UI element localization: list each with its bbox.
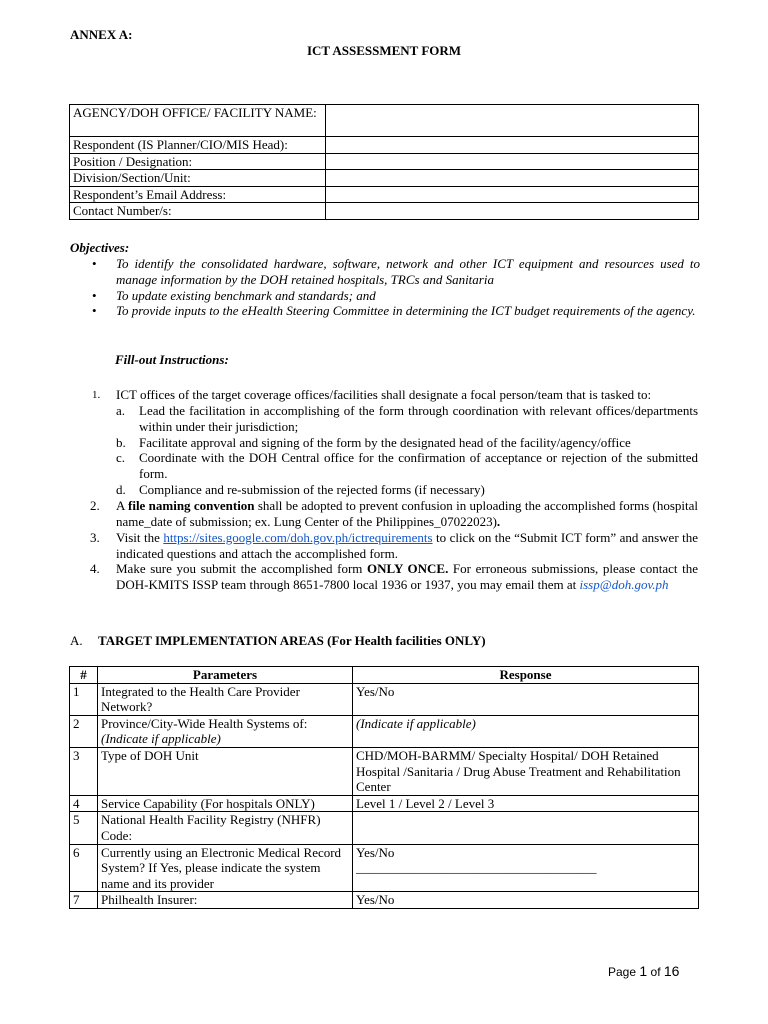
instruction-text: to click on the “Submit ICT form” and answer the indicated questions and attach the accomplished form.: [116, 529, 698, 561]
item-letter: d.: [116, 482, 126, 498]
row-number: 5: [70, 812, 98, 844]
response-text: Yes/No: [356, 683, 395, 699]
bullet-icon: •: [92, 287, 97, 303]
total-pages: 16: [663, 963, 680, 979]
table-row: [70, 715, 699, 747]
info-label: Respondent’s Email Address:: [70, 186, 326, 203]
parameter-cell: [98, 892, 353, 909]
row-number: 3: [70, 747, 98, 795]
response-text: Yes/No: [356, 892, 395, 908]
table-row: [70, 812, 699, 844]
response-cell[interactable]: [353, 812, 699, 844]
response-cell[interactable]: [353, 683, 699, 715]
info-label: Respondent (IS Planner/CIO/MIS Head):: [70, 137, 326, 154]
objective-text: To identify the consolidated hardware, software, network and other ICT equipment and resources used to manage information by the DOH retained hospitals, TRCs and Sanitaria: [116, 255, 700, 287]
list-item: [70, 403, 698, 435]
table-row: [70, 203, 699, 220]
response-cell[interactable]: [353, 844, 699, 892]
item-letter: a.: [116, 402, 126, 418]
response-text: Level 1 / Level 2 / Level 3: [356, 795, 495, 811]
current-page: 1: [639, 963, 648, 979]
instruction-text: Coordinate with the DOH Central office for the confirmation of acceptance or rejection of the submitted form.: [139, 450, 698, 482]
objectives-heading: Objectives:: [70, 240, 130, 255]
table-row: [70, 153, 699, 170]
parameter-cell: [98, 715, 353, 747]
instructions-heading: Fill-out Instructions:: [115, 352, 229, 367]
parameter-cell: [98, 844, 353, 892]
item-number: 4.: [90, 561, 100, 577]
parameter-note: (Indicate if applicable): [101, 731, 221, 747]
response-cell[interactable]: [353, 747, 699, 795]
instruction-text: A: [116, 498, 128, 514]
response-cell[interactable]: [353, 892, 699, 909]
response-text: Yes/No: [356, 844, 395, 860]
info-value-field[interactable]: [326, 186, 699, 203]
response-cell[interactable]: [353, 795, 699, 812]
response-cell[interactable]: [353, 715, 699, 747]
list-item: [70, 303, 700, 319]
naming-convention-bold: file naming convention: [128, 498, 255, 514]
info-label: Position / Designation:: [70, 153, 326, 170]
table-row: [70, 683, 699, 715]
section-a-heading: [70, 633, 486, 649]
section-title: TARGET IMPLEMENTATION AREAS (For Health facilities ONLY): [98, 633, 486, 648]
info-value-field[interactable]: [326, 137, 699, 154]
row-number: 6: [70, 844, 98, 892]
column-header: Parameters: [98, 667, 353, 684]
instruction-text: shall be adopted to prevent confusion in uploading the accomplished forms (hospital name_date of submission; ex. Lung Center of the Philippines_07022023): [116, 498, 699, 529]
parameter-text: Integrated to the Health Care Provider Network?: [101, 683, 300, 715]
list-item: [70, 256, 700, 288]
list-item: [70, 561, 698, 593]
column-header: Response: [353, 667, 699, 684]
row-number: 4: [70, 795, 98, 812]
parameter-cell: [98, 683, 353, 715]
bullet-icon: •: [92, 255, 97, 271]
item-letter: c.: [116, 450, 126, 466]
parameter-cell: [98, 795, 353, 812]
page-word: Page: [608, 965, 637, 979]
column-header: #: [70, 667, 98, 684]
instruction-text: Make sure you submit the accomplished form: [116, 561, 368, 577]
ict-requirements-link[interactable]: https://sites.google.com/doh.gov.ph/ictrequirements: [163, 529, 433, 545]
parameter-text: Currently using an Electronic Medical Record System? If Yes, please indicate the system name and its provider: [101, 844, 342, 891]
info-label: Division/Section/Unit:: [70, 170, 326, 187]
table-row: [70, 844, 699, 892]
only-once-bold: ONLY ONCE.: [367, 561, 449, 577]
row-number: 1: [70, 683, 98, 715]
list-item: [70, 435, 698, 451]
section-letter: A.: [70, 633, 83, 648]
objective-text: To provide inputs to the eHealth Steering Committee in determining the ICT budget requirements of the agency.: [116, 303, 696, 319]
table-row: [70, 137, 699, 154]
support-email-link[interactable]: issp@doh.gov.ph: [579, 577, 669, 593]
list-item: [70, 498, 698, 530]
response-text: CHD/MOH-BARMM/ Specialty Hospital/ DOH Retained Hospital /Sanitaria / Drug Abuse Treatment and Rehabilitation Center: [356, 747, 681, 795]
row-number: 7: [70, 892, 98, 909]
item-letter: b.: [116, 434, 126, 450]
instruction-text: For erroneous submissions, please contact the DOH-KMITS ISSP team through 8651-7800 local 1936 or 1937, you may email them at: [116, 561, 698, 593]
period: .: [496, 513, 501, 529]
objectives-section: [70, 240, 700, 319]
page-number-footer: [608, 963, 679, 980]
row-number: 2: [70, 715, 98, 747]
parameter-cell: [98, 747, 353, 795]
info-value-field[interactable]: [326, 170, 699, 187]
list-item: [70, 482, 698, 498]
info-value-field[interactable]: [326, 105, 699, 137]
item-number: 2.: [90, 498, 100, 514]
target-areas-table: [69, 666, 699, 909]
instruction-text: Lead the facilitation in accomplishing of the form through coordination with relevant offices/departments within under their jurisdiction;: [139, 402, 698, 434]
info-label: Contact Number/s:: [70, 203, 326, 220]
info-label: AGENCY/DOH OFFICE/ FACILITY NAME:: [70, 105, 326, 137]
item-number: 1.: [92, 389, 101, 401]
table-row: [70, 892, 699, 909]
instructions-list: [70, 387, 698, 593]
instruction-text: Visit the: [116, 529, 164, 545]
table-row: [70, 186, 699, 203]
info-value-field[interactable]: [326, 203, 699, 220]
table-row: [70, 170, 699, 187]
item-number: 3.: [90, 529, 100, 545]
table-row: [70, 747, 699, 795]
parameter-text: Province/City-Wide Health Systems of:: [101, 715, 308, 731]
parameter-text: National Health Facility Registry (NHFR) Code:: [101, 812, 321, 843]
list-item: [70, 530, 698, 562]
of-word: of: [650, 965, 661, 979]
parameter-text: Type of DOH Unit: [101, 747, 199, 763]
bullet-icon: •: [92, 303, 97, 319]
respondent-info-table: [69, 104, 699, 220]
parameter-text: Philhealth Insurer:: [101, 892, 198, 908]
table-header-row: [70, 667, 699, 684]
list-item: [70, 288, 700, 304]
instruction-text: Compliance and re-submission of the rejected forms (if necessary): [139, 482, 485, 498]
form-title: ICT ASSESSMENT FORM: [306, 43, 462, 58]
instruction-text: ICT offices of the target coverage offices/facilities shall designate a focal person/team that is tasked to:: [116, 387, 652, 402]
objective-text: To update existing benchmark and standards; and: [116, 287, 376, 303]
list-item: [70, 387, 698, 403]
list-item: [70, 450, 698, 482]
response-line: _____________________________________: [356, 860, 597, 876]
parameter-text: Service Capability (For hospitals ONLY): [101, 795, 315, 811]
table-row: [70, 795, 699, 812]
instruction-text: Facilitate approval and signing of the form by the designated head of the facility/agency/office: [139, 434, 631, 450]
table-row: [70, 105, 699, 137]
response-text: (Indicate if applicable): [356, 715, 476, 731]
parameter-cell: [98, 812, 353, 844]
annex-label: ANNEX A:: [70, 27, 133, 42]
info-value-field[interactable]: [326, 153, 699, 170]
